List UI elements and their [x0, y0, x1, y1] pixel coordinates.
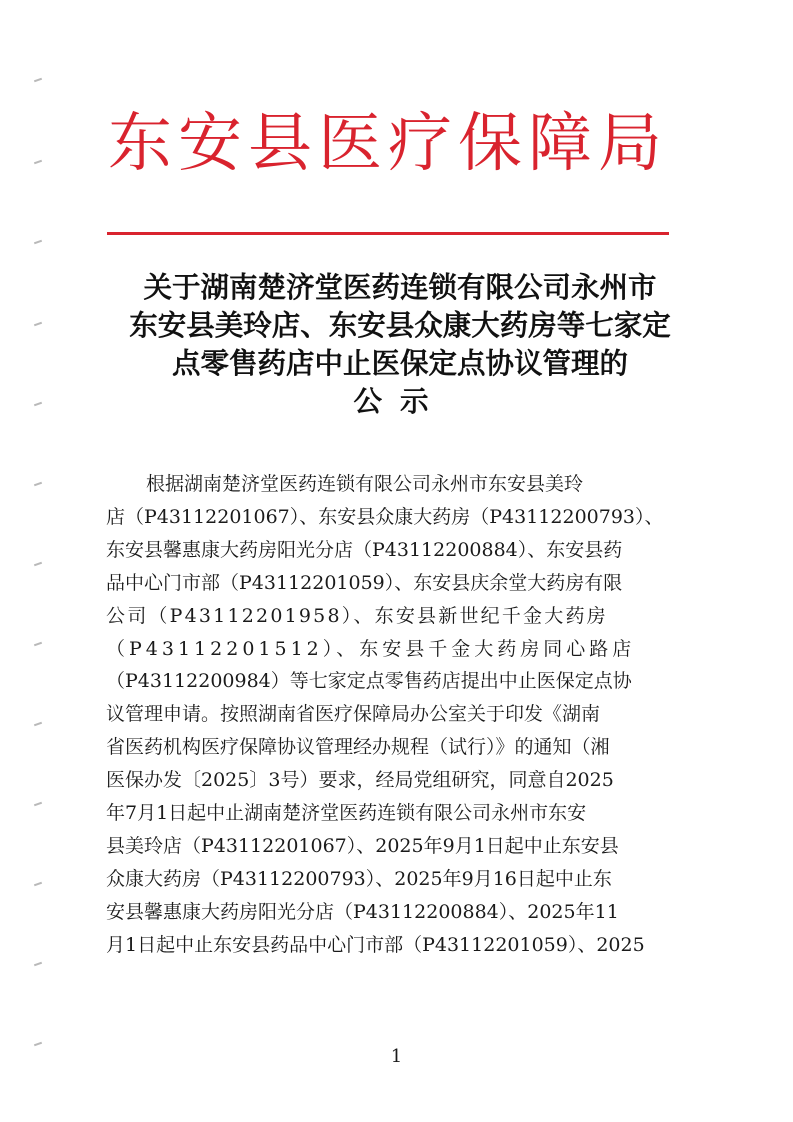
body-line: 县美玲店（P43112201067）、2025年9月1日起中止东安县	[106, 834, 619, 857]
letterhead-divider	[107, 232, 669, 235]
title-line: 点零售药店中止医保定点协议管理的	[171, 346, 628, 380]
body-line: 月1日起中止东安县药品中心门市部（P43112201059）、2025	[106, 933, 645, 956]
body-line: 议管理申请。按照湖南省医疗保障局办公室关于印发《湖南	[106, 703, 601, 726]
title-line: 关于湖南楚济堂医药连锁有限公司永州市	[143, 270, 657, 304]
body-line: 安县馨惠康大药房阳光分店（P43112200884）、2025年11	[106, 900, 619, 923]
scan-artifact	[34, 482, 44, 486]
scan-artifact	[34, 240, 44, 244]
scan-artifact	[34, 562, 44, 566]
body-line: 根据湖南楚济堂医药连锁有限公司永州市东安县美玲	[146, 473, 584, 495]
scan-artifact	[34, 722, 44, 726]
body-line: 众康大药房（P43112200793）、2025年9月16日起中止东	[106, 867, 612, 890]
scan-artifact	[34, 322, 44, 326]
body-line: （P43112200984）等七家定点零售药店提出中止医保定点协	[106, 670, 632, 693]
body-line: 品中心门市部（P43112201059）、东安县庆余堂大药房有限	[106, 571, 623, 594]
title-line: 东安县美玲店、东安县众康大药房等七家定	[129, 308, 671, 342]
body-line: 公司（P43112201958）、东安县新世纪千金大药房	[106, 604, 608, 627]
scan-artifact	[34, 402, 44, 406]
body-line: 医保办发〔2025〕3号）要求，经局党组研究，同意自2025	[106, 769, 614, 792]
scan-artifact	[34, 802, 44, 806]
notice-title	[100, 268, 700, 420]
scan-artifact	[34, 882, 44, 886]
body-line: 年7月1日起中止湖南楚济堂医药连锁有限公司永州市东安	[106, 802, 587, 825]
title-subtitle: 公示	[353, 384, 447, 418]
body-line: 东安县馨惠康大药房阳光分店（P43112200884）、东安县药	[106, 538, 623, 561]
page-number: 1	[390, 1046, 403, 1067]
body-line: 店（P43112201067）、东安县众康大药房（P43112200793）、	[106, 505, 664, 528]
scan-artifact	[34, 78, 44, 82]
scan-artifact	[34, 642, 44, 646]
scan-artifact	[34, 1042, 44, 1046]
notice-body	[106, 468, 672, 962]
scan-artifact	[34, 962, 44, 966]
body-line: 省医药机构医疗保障协议管理经办规程（试行）》的通知（湘	[106, 736, 610, 759]
scan-artifact	[34, 160, 44, 164]
org-letterhead: 东安县医疗保障局	[108, 107, 668, 181]
body-line: （P43112201512）、东安县千金大药房同心路店	[106, 637, 636, 660]
